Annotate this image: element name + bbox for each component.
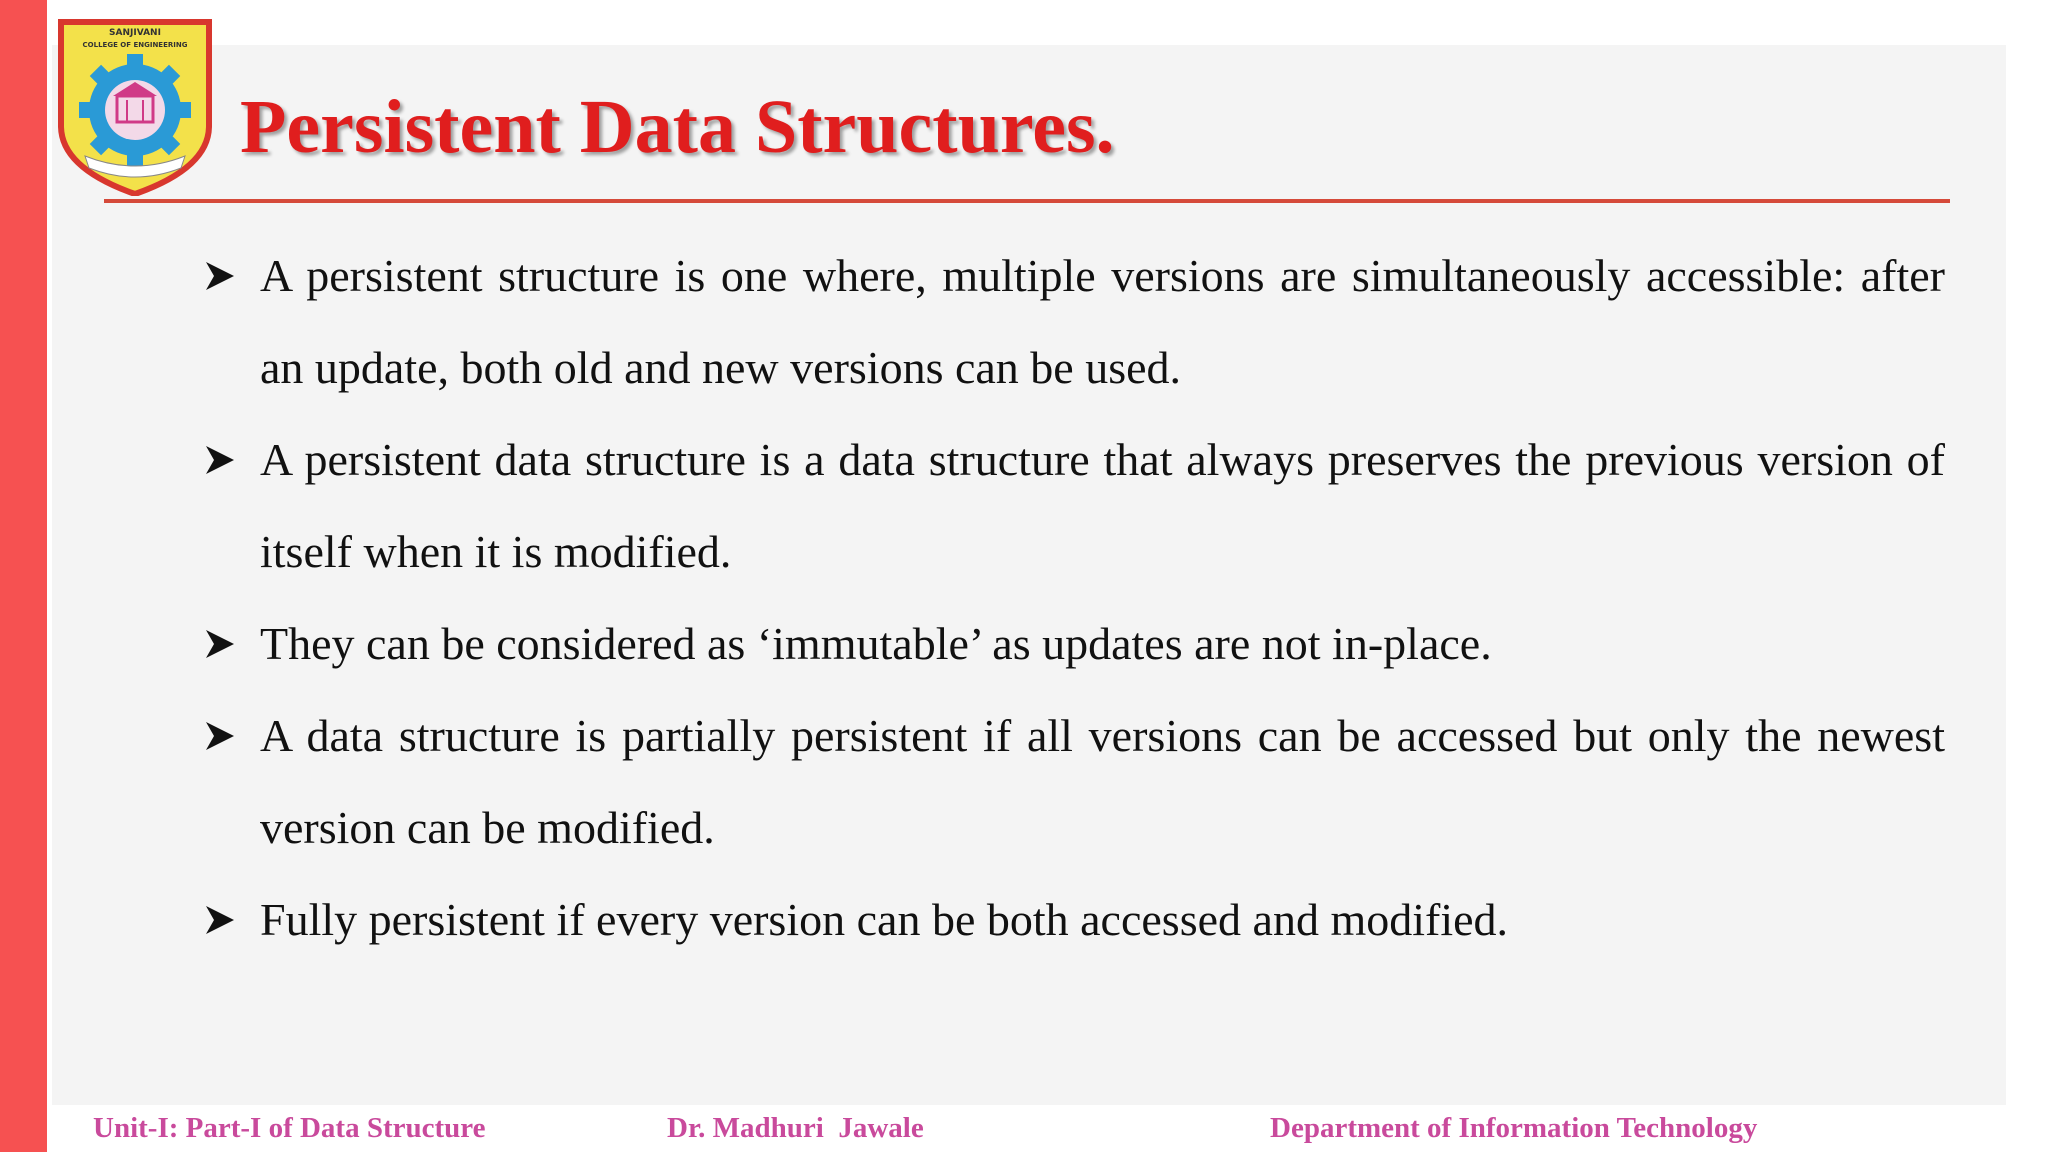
bullet-item [200, 690, 1945, 874]
arrowhead-bullet-icon [204, 874, 238, 966]
svg-text:COLLEGE OF ENGINEERING: COLLEGE OF ENGINEERING [82, 41, 188, 49]
bullet-list [200, 230, 1945, 966]
bullet-item [200, 414, 1945, 598]
college-logo-icon [55, 18, 215, 196]
bullet-text: They can be considered as ‘immutable’ as updates are not in-place. [260, 618, 1492, 669]
bullet-text: A data structure is partially persistent if all versions can be accessed but only the newest version can be modified. [260, 710, 1945, 853]
left-accent-bar [0, 0, 47, 1152]
bullet-text: A persistent structure is one where, multiple versions are simultaneously accessible: after an update, both old and new versions can be used. [260, 250, 1945, 393]
arrowhead-bullet-icon [204, 598, 238, 690]
bullet-item [200, 874, 1945, 966]
footer-author: Dr. Madhuri Jawale [667, 1112, 924, 1144]
arrowhead-bullet-icon [204, 690, 238, 782]
slide-title: Persistent Data Structures. [240, 85, 1115, 169]
title-underline [104, 199, 1950, 203]
bullet-item [200, 598, 1945, 690]
footer-unit: Unit-I: Part-I of Data Structure [93, 1112, 486, 1144]
arrowhead-bullet-icon [204, 414, 238, 506]
arrowhead-bullet-icon [204, 230, 238, 322]
bullet-text: A persistent data structure is a data structure that always preserves the previous version of itself when it is modified. [260, 434, 1945, 577]
bullet-text: Fully persistent if every version can be both accessed and modified. [260, 894, 1509, 945]
bullet-item [200, 230, 1945, 414]
svg-text:SANJIVANI: SANJIVANI [109, 28, 161, 38]
footer-department: Department of Information Technology [1270, 1112, 1758, 1144]
